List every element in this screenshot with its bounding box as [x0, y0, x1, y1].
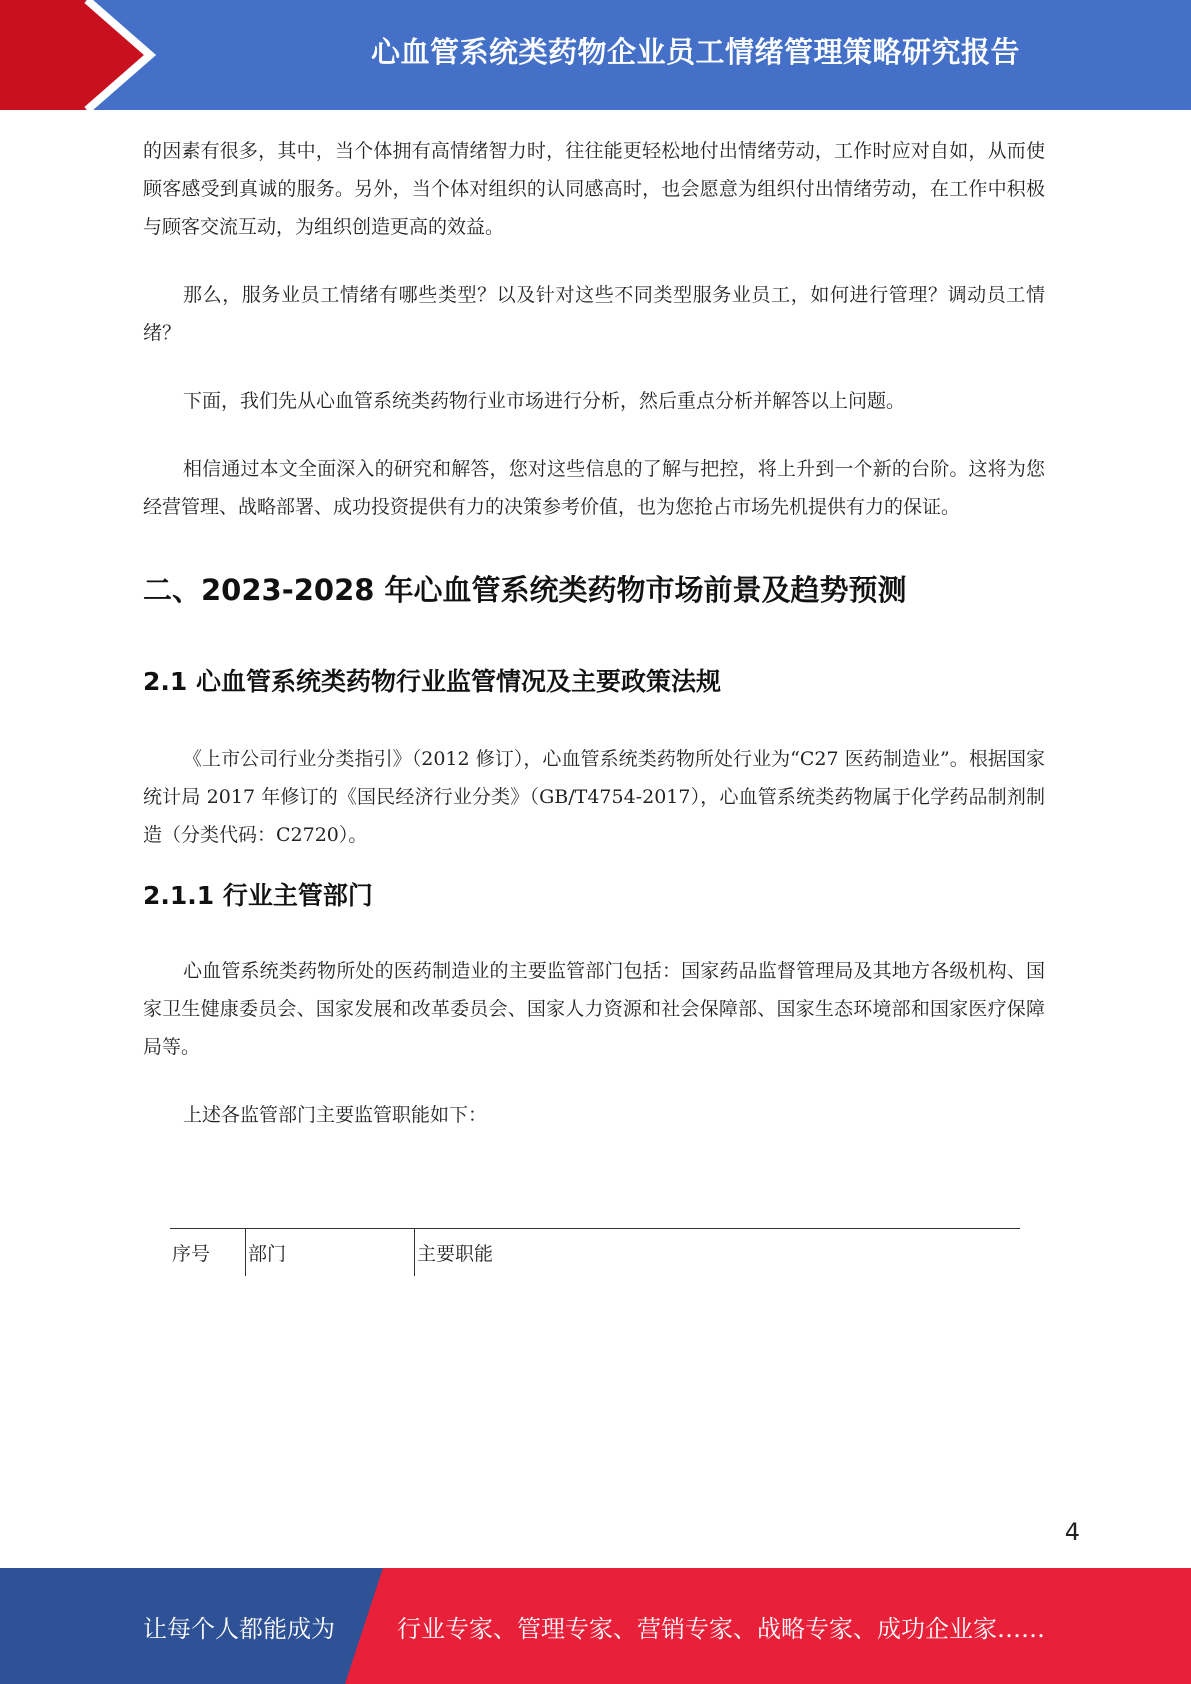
table-header-cell: 主要职能: [414, 1229, 1020, 1276]
page-number: 4: [1064, 1518, 1080, 1546]
section-heading: 二、2023-2028 年心血管系统类药物市场前景及趋势预测: [143, 573, 907, 607]
table-header-cell: 序号: [172, 1243, 211, 1265]
subsection-heading: 2.1.1 行业主管部门: [143, 881, 373, 910]
regulators-table: [170, 1228, 1020, 1276]
report-title: 心血管系统类药物企业员工情绪管理策略研究报告: [370, 34, 1020, 69]
table-header-cell: 部门: [245, 1229, 414, 1276]
header-banner: [0, 0, 1191, 110]
footer-slogan-left: 让每个人都能成为: [143, 1614, 335, 1643]
paragraph: 心血管系统类药物所处的医药制造业的主要监管部门包括：国家药品监督管理局及其地方各级机构、国家卫生健康委员会、国家发展和改革委员会、国家人力资源和社会保障部、国家生态环境部和国家医疗保障局等。: [143, 960, 1045, 1058]
paragraph: 《上市公司行业分类指引》（2012 修订），心血管系统类药物所处行业为“C27 医药制造业”。根据国家统计局 2017 年修订的《国民经济行业分类》（GB/T4754-2017），心血管系统类药物属于化学药品制剂制造（分类代码：C2720）。: [143, 748, 1045, 846]
document-body: [143, 132, 1045, 1134]
footer-banner: [0, 1568, 1191, 1684]
subsection-heading: 2.1 心血管系统类药物行业监管情况及主要政策法规: [143, 667, 721, 696]
chevron-arrow-icon: [0, 0, 160, 110]
paragraph: 相信通过本文全面深入的研究和解答，您对这些信息的了解与把控，将上升到一个新的台阶。这将为您经营管理、战略部署、成功投资提供有力的决策参考价值，也为您抢占市场先机提供有力的保证。: [143, 458, 1045, 518]
paragraph: 下面，我们先从心血管系统类药物行业市场进行分析，然后重点分析并解答以上问题。: [183, 390, 906, 412]
paragraph: 的因素有很多，其中，当个体拥有高情绪智力时，往往能更轻松地付出情绪劳动，工作时应对自如，从而使顾客感受到真诚的服务。另外，当个体对组织的认同感高时，也会愿意为组织付出情绪劳动，在工作中积极与顾客交流互动，为组织创造更高的效益。: [143, 140, 1045, 238]
footer-slogan-right: 行业专家、管理专家、营销专家、战略专家、成功企业家……: [397, 1614, 1045, 1643]
paragraph: 上述各监管部门主要监管职能如下：: [183, 1104, 488, 1126]
paragraph: 那么，服务业员工情绪有哪些类型？以及针对这些不同类型服务业员工，如何进行管理？调动员工情绪？: [143, 284, 1045, 344]
table-header-row: [170, 1229, 1020, 1276]
